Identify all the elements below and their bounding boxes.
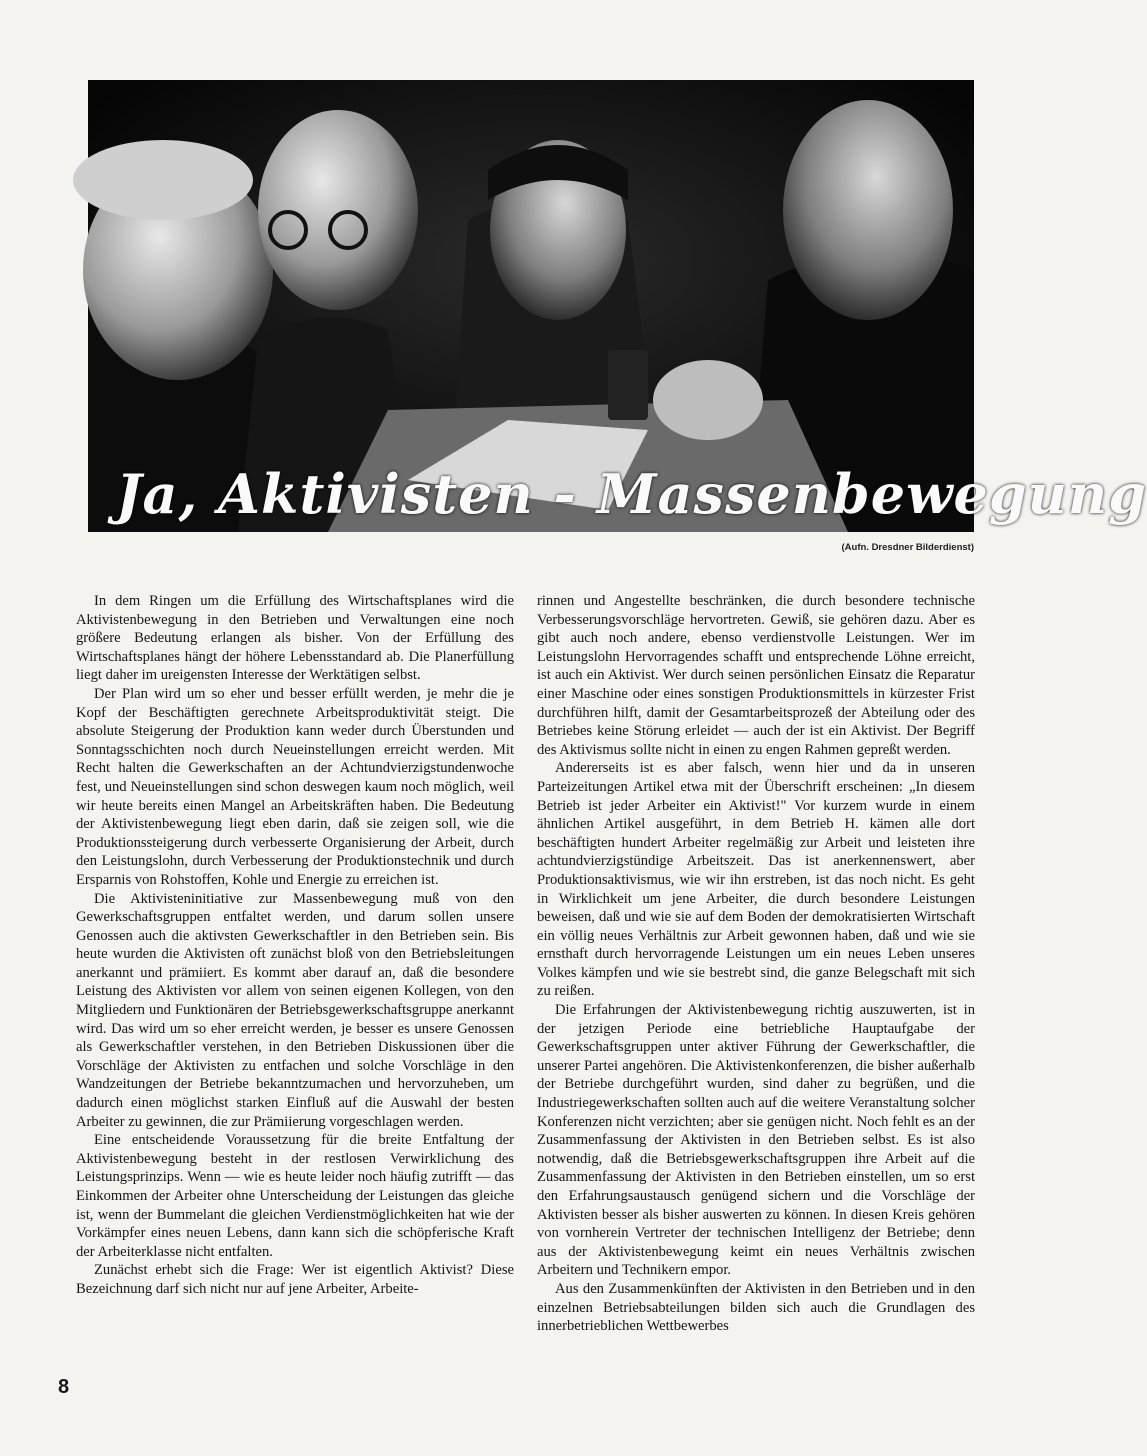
header-photo bbox=[88, 80, 1147, 532]
photo-credit: (Aufn. Dresdner Bilderdienst) bbox=[841, 542, 974, 553]
paragraph: rinnen und Angestellte beschränken, die durch besondere technische Verbesserungsvorschläge hervortreten. Gewiß, sie gehören dazu. Aber es gibt auch noch andere, ebenso verdienstvolle Leistungen. Wer im Leistungslohn Hervorragendes schafft und entsprechende Löhne erreicht, ist auch ein Aktivist. Wer durch seinen persönlichen Einsatz die Reparatur einer Maschine oder eines sonstigen Produktionsmittels in kürzester Frist durchführen hilft, damit der Gesamtarbeitsprozeß der Abteilung oder des Betriebes keine Störung erleidet — auch der ist ein Aktivist. Der Begriff des Aktivismus sollte nicht in einen zu engen Rahmen gepreßt werden. bbox=[537, 593, 975, 758]
photo-title: Ja, Aktivisten - Massenbewegung bbox=[116, 462, 1147, 526]
paragraph: Der Plan wird um so eher und besser erfüllt werden, je mehr die je Kopf der Beschäftigten gerechnete Arbeitsproduktivität steigt. Die absolute Steigerung der Produktion kann weder durch Überstunden und Sonntagsschichten noch durch Neueinstellungen erreicht werden. Mit Recht halten die Gewerkschaften an der Achtundvierzigstundenwoche fest, und Neueinstellungen sind schon deswegen kaum noch möglich, weil wir heute bereits einen Mangel an Arbeitskräften haben. Die Bedeutung der Aktivistenbewegung liegt eben darin, daß sie zeigen soll, wie die Produktionssteigerung durch verbesserte Organisierung der Arbeit, durch den Leistungslohn, durch Verbesserung der Produktionstechnik und durch Ersparnis von Rohstoffen, Kohle und Energie zu erreichen ist. bbox=[76, 685, 514, 888]
paragraph: Die Aktivisteninitiative zur Massenbewegung muß von den Gewerkschaftsgruppen entfaltet werden, und darum sollen unsere Genossen auch die aktivsten Gewerkschaftler in den Betrieben sein. Bis heute wurden die Aktivisten oft zunächst bloß von den Betriebsleitungen anerkannt und prämiiert. Es kommt aber darauf an, daß die besondere Leistung des Aktivisten vor allem von seinen eigenen Kollegen, von den Mitgliedern und Funktionären der Betriebsgewerkschaftsgruppe anerkannt wird. Das wird um so eher erreicht werden, je besser es unsere Genossen als Gewerkschaftler verstehen, in den Betrieben Diskussionen über die Vorschläge der Aktivisten zu entfachen und solche Vorschläge in den Wandzeitungen der Betriebe bekanntzumachen und hervorzuheben, um dadurch einen möglichst starken Einfluß auf die Auswahl der besten Arbeiter zu gewinnen, die zur Prämiierung vorgeschlagen werden. bbox=[76, 890, 514, 1130]
paragraph: Eine entscheidende Voraussetzung für die breite Entfaltung der Aktivistenbewegung besteht in der restlosen Verwirklichung des Leistungsprinzips. Wenn — wie es heute leider noch häufig zutrifft — das Einkommen der Arbeiter ohne Unterscheidung der Leistungen das gleiche ist, wenn der Bummelant die gleichen Verdienstmöglichkeiten hat wie der Vorkämpfer eines neuen Lebens, dann kann sich die schöpferische Kraft der Arbeiterklasse nicht entfalten. bbox=[76, 1132, 514, 1260]
paragraph: In dem Ringen um die Erfüllung des Wirtschaftsplanes wird die Aktivistenbewegung in den Betrieben und Verwaltungen eine noch größere Bedeutung erlangen als bisher. Von der Erfüllung des Wirtschaftsplanes hängt der höhere Lebensstandard ab. Die Planerfüllung liegt daher im ureigensten Interesse der Werktätigen selbst. bbox=[76, 593, 514, 684]
article-right-column bbox=[537, 592, 975, 1336]
paragraph: Aus den Zusammenkünften der Aktivisten in den Betrieben und in den einzelnen Betriebsabteilungen bilden sich auch die Grundlagen des innerbetrieblichen Wettbewerbes bbox=[537, 1280, 975, 1335]
paragraph: Andererseits ist es aber falsch, wenn hier und da in unseren Parteizeitungen Artikel etwa mit der Überschrift erscheinen: „In diesem Betrieb ist jeder Arbeiter ein Aktivist!" Vor kurzem wurde in einem ähnlichen Artikel ausgeführt, in dem Betrieb H. kämen alle dort beschäftigten hundert Arbeiter regelmäßig zur Arbeit und leisteten ihre achtundvierzigstündige Arbeitszeit. Das ist anerkennenswert, aber Produktionsaktivismus, wie wir ihn erstreben, ist das noch nicht. Es geht in Wirklichkeit um jene Arbeiter, die durch besondere Leistungen beweisen, daß und wie sie auf dem Boden der demokratisierten Wirtschaft ein völlig neues Verhältnis zur Arbeit gewonnen haben, daß und wie sie ernsthaft durch hervorragende Leistungen um ein neues Leben unseres Volkes kämpfen und wie sie bestrebt sind, die ganze Belegschaft mit sich zu reißen. bbox=[537, 760, 975, 1000]
paragraph: Die Erfahrungen der Aktivistenbewegung richtig auszuwerten, ist in der jetzigen Periode eine betriebliche Hauptaufgabe der Gewerkschaftsgruppen unter aktiver Führung der Gewerkschaftler, die unserer Partei angehören. Die Aktivistenkonferenzen, die bisher außerhalb der Betriebe durchgeführt wurden, sind daher zu begrüßen, und die Industriegewerkschaften sollten auch auf die weitere Veranstaltung solcher Konferenzen nicht verzichten; aber sie genügen nicht. Noch fehlt es an der Zusammenfassung der Aktivisten in den Betrieben selbst. Es ist also notwendig, daß die Betriebsgewerkschaftsgruppen ihre Arbeit auf die Zusammenfassung der Aktivisten in den Betrieben einstellen, um so erst den Erfahrungsaustausch genügend sichern und die Vorschläge der Aktivisten besser als bisher auswerten zu können. In diesen Kreis gehören von vornherein Vertreter der technischen Intelligenz der Betriebe; denn aus der Aktivistenbewegung keimt ein neues Verhältnis zwischen Arbeitern und Technikern empor. bbox=[537, 1002, 975, 1279]
paragraph: Zunächst erhebt sich die Frage: Wer ist eigentlich Aktivist? Diese Bezeichnung darf sich nicht nur auf jene Arbeiter, Arbeite- bbox=[76, 1262, 514, 1297]
page-number: 8 bbox=[58, 1376, 70, 1398]
article-left-column bbox=[76, 592, 514, 1299]
